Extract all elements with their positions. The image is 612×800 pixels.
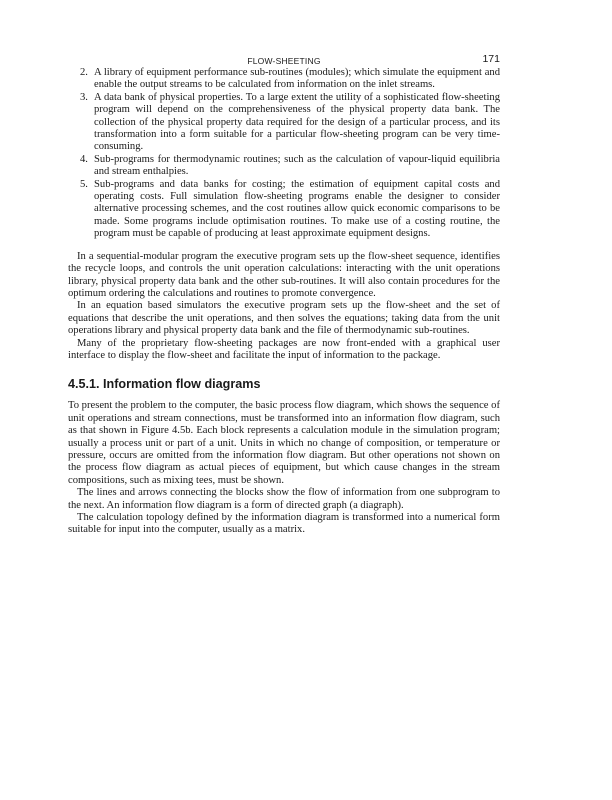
section-heading: 4.5.1. Information flow diagrams [68, 377, 261, 392]
list-item-number: 5. [80, 178, 88, 190]
book-page [68, 49, 500, 537]
list-item [68, 154, 500, 179]
list-item-text: A data bank of physical properties. To a large extent the utility of a sophisticated flow-sheeting program will depend on the comprehensiveness of the physical property data bank. The collection of the physical property data required for the design of a particular process, and its transformation into a form suitable for a particular flow-sheeting program can be very time-consuming. [94, 91, 500, 153]
body-paragraph: In an equation based simulators the executive program sets up the flow-sheet and the set of equations that describe the unit operations, and then solves the equations; taking data from the unit operations library and physical property data bank and the file of thermodynamic sub-routines. [68, 300, 500, 337]
list-item-number: 4. [80, 153, 88, 165]
list-item-number: 3. [80, 91, 88, 103]
list-item-number: 2. [80, 67, 88, 78]
spacer [68, 362, 500, 377]
running-header [68, 49, 500, 65]
list-item-text: Sub-programs for thermodynamic routines; such as the calculation of vapour-liquid equilibria and stream enthalpies. [94, 153, 500, 178]
list-item-text: A library of equipment performance sub-routines (modules); which simulate the equipment and enable the output streams to be calculated from information on the inlet streams. [94, 67, 500, 91]
list-item [68, 92, 500, 154]
list-item-text: Sub-programs and data banks for costing; the estimation of equipment capital costs and operating costs. Full simulation flow-sheeting programs enable the designer to consider alternative processing schemes, and the cost routines allow quick economic comparisons to be made. Some programs include optimisation routines. To make use of a costing routine, the program must be capable of producing at least approximate equipment designs. [94, 178, 500, 240]
body-paragraph: In a sequential-modular program the executive program sets up the flow-sheet sequence, identifies the recycle loops, and controls the unit operation calculations: interacting with the unit operations library, physical property data bank and the other sub-routines. It will also contain procedures for the optimum ordering the calculations and routines to promote convergence. [68, 250, 500, 299]
body-paragraph: To present the problem to the computer, the basic process flow diagram, which shows the sequence of unit operations and stream connections, must be transformed into an information flow diagram, such as that shown in Figure 4.5b. Each block represents a calculation module in the simulation program; usually a process unit or part of a unit. Units in which no change of composition, or temperature or pressure, occurs are omitted from the information flow diagram. But other operations not shown on the process flow diagram as actual pieces of equipment, but which cause changes in the stream compositions, such as mixing tees, must be shown. [68, 400, 500, 486]
numbered-list [68, 67, 500, 241]
list-item [68, 179, 500, 241]
body-paragraph: Many of the proprietary flow-sheeting packages are now front-ended with a graphical user interface to display the flow-sheet and facilitate the input of information to the package. [68, 337, 500, 361]
list-item [68, 67, 500, 92]
spacer [68, 241, 500, 251]
body-paragraph: The lines and arrows connecting the blocks show the flow of information from one subprogram to the next. An information flow diagram is a form of directed graph (a diagraph). [68, 487, 500, 511]
body-paragraph: The calculation topology defined by the information diagram is transformed into a numerical form suitable for input into the computer, usually as a matrix. [68, 512, 500, 536]
running-title: FLOW-SHEETING [247, 56, 321, 66]
page-number: 171 [482, 53, 500, 65]
